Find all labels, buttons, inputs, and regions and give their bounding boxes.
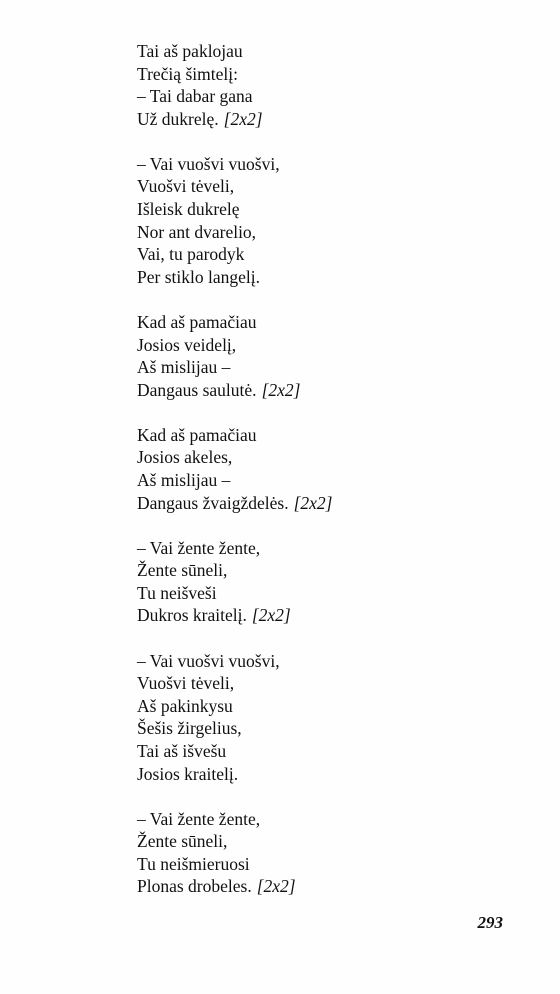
line-text: Žente sūneli, — [137, 831, 228, 852]
line-text: Josios kraitelį. — [137, 763, 239, 784]
poem-line — [137, 424, 497, 447]
line-text: Nor ant dvarelio, — [137, 221, 257, 242]
line-text: Tai aš išvešu — [137, 740, 227, 761]
line-text: Kad aš pamačiau — [137, 424, 257, 445]
poem-line — [137, 446, 497, 469]
refrain-marker: [2x2] — [256, 876, 296, 897]
poem-text — [137, 40, 497, 921]
stanza — [137, 424, 497, 514]
line-text: – Vai vuošvi vuošvi, — [137, 650, 280, 671]
poem-line — [137, 40, 497, 63]
line-text: Vuošvi tėveli, — [137, 673, 235, 694]
poem-line — [137, 221, 497, 244]
line-text: Aš mislijau – — [137, 470, 231, 490]
refrain-marker: [2x2] — [261, 379, 301, 400]
poem-line — [137, 243, 497, 266]
poem-line — [137, 334, 497, 357]
poem-line — [137, 695, 497, 718]
line-text: Kad aš pamačiau — [137, 311, 257, 332]
line-text: Trečią šimtelį: — [137, 63, 238, 84]
stanza — [137, 650, 497, 786]
poem-line — [137, 875, 497, 898]
refrain-marker: [2x2] — [223, 108, 263, 129]
line-text: Tu neišveši — [137, 582, 217, 603]
poem-line — [137, 853, 497, 876]
poem-line — [137, 153, 497, 176]
refrain-marker: [2x2] — [251, 605, 291, 626]
poem-line — [137, 672, 497, 695]
stanza — [137, 311, 497, 401]
poem-line — [137, 492, 497, 515]
line-text: Josios veidelį, — [137, 334, 237, 355]
poem-line — [137, 808, 497, 831]
line-text: Dangaus žvaigždelės. — [137, 492, 289, 513]
page-number: 293 — [477, 913, 503, 932]
poem-line — [137, 740, 497, 763]
poem-line — [137, 63, 497, 86]
poem-line — [137, 559, 497, 582]
line-text: Dangaus saulutė. — [137, 379, 257, 400]
line-text: Išleisk dukrelę — [137, 199, 240, 220]
line-text: – Vai žente žente, — [137, 808, 261, 829]
poem-line — [137, 582, 497, 605]
poem-line — [137, 604, 497, 627]
line-text: Dukros kraitelį. — [137, 605, 247, 626]
poem-line — [137, 469, 497, 492]
stanza — [137, 537, 497, 627]
line-text: Tu neišmieruosi — [137, 853, 250, 874]
stanza — [137, 40, 497, 130]
poem-line — [137, 311, 497, 334]
poem-line — [137, 108, 497, 131]
line-text: Aš pakinkysu — [137, 695, 233, 716]
line-text: Vai, tu parodyk — [137, 244, 245, 265]
poem-line — [137, 175, 497, 198]
poem-line — [137, 650, 497, 673]
line-text: Už dukrelę. — [137, 108, 219, 129]
line-text: Šešis žirgelius, — [137, 718, 242, 739]
line-text: Žente sūneli, — [137, 560, 228, 581]
refrain-marker: [2x2] — [293, 492, 333, 513]
line-text: – Vai žente žente, — [137, 537, 261, 558]
poem-line — [137, 379, 497, 402]
line-text: Tai aš paklojau — [137, 41, 243, 61]
stanza — [137, 808, 497, 898]
poem-line — [137, 537, 497, 560]
line-text: – Tai dabar gana — [137, 86, 253, 107]
poem-line — [137, 266, 497, 289]
line-text: Per stiklo langelį. — [137, 266, 260, 287]
poem-line — [137, 198, 497, 221]
line-text: Plonas drobeles. — [137, 876, 252, 897]
poem-line — [137, 356, 497, 379]
line-text: Josios akeles, — [137, 447, 233, 468]
poem-line — [137, 85, 497, 108]
poem-line — [137, 830, 497, 853]
poem-line — [137, 763, 497, 786]
line-text: Vuošvi tėveli, — [137, 176, 235, 197]
poem-line — [137, 717, 497, 740]
line-text: – Vai vuošvi vuošvi, — [137, 153, 280, 174]
line-text: Aš mislijau – — [137, 357, 231, 378]
stanza — [137, 153, 497, 289]
